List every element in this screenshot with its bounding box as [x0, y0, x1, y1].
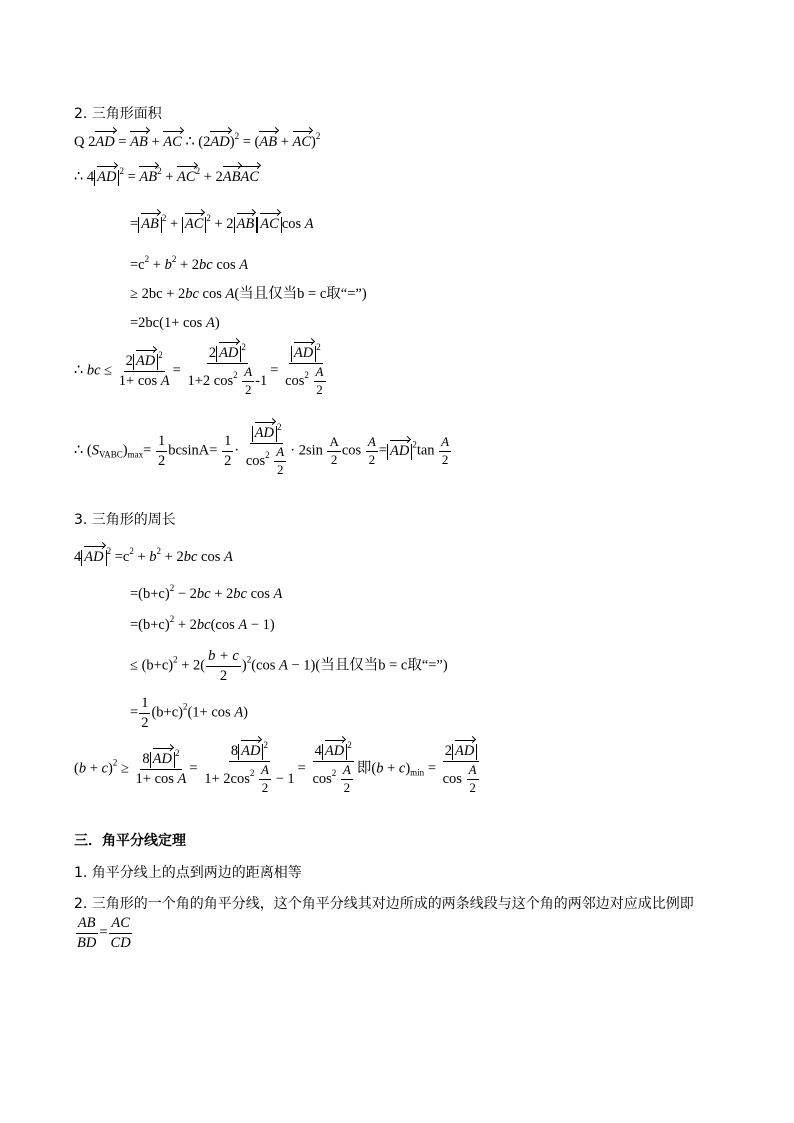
- formula-square-expansion: ∴ 4 AD $^2 = AB^2 + AC^2$ + 2ABAC: [74, 166, 260, 185]
- formula-inequality: ≥ 2bc + 2bc cos A(当且仅当b = c取“=”): [130, 286, 367, 302]
- bisector-item-1: 1. 角平分线上的点到两边的距离相等: [74, 865, 302, 881]
- formula-bisector-ratio: $\frac{AB}{BD}$ = $\frac{AC}{CD}$: [77, 915, 131, 951]
- formula-modulus-form: = AB $^2$ + AC $^2$ + 2 AB AC cos A: [130, 213, 314, 232]
- formula-perimeter-4: ≤ $(b+c)^2 + 2$( $\frac{b + c}{2}$ )$^2$(cos A − 1)(当且仅当b = c取“=”): [130, 648, 448, 684]
- formula-perimeter-min: $(b + c)^2$ ≥ $\frac{8 AD ^2}{\text{1+ cos A}}$ = 8 AD $^2$ $1+ 2\cos^2$ $\frac{A}{2}$ − 1 = 4 AD $^2$ $\cos^2$ $\frac{A}{2}$ 即$(b + c)_{min}$ = 2 AD cos $\frac{A}{2}$: [74, 743, 483, 796]
- equality-condition-note: (当且仅当b = c取“=”): [234, 286, 367, 302]
- perimeter-heading: 3. 三角形的周长: [74, 512, 176, 528]
- bisector-heading: 三．角平分线定理: [74, 833, 186, 849]
- bisector-item-2: 2. 三角形的一个角的角平分线，这个角平分线其对边所成的两条线段与这个角的两邻边对应成比例即: [74, 896, 694, 912]
- formula-perimeter-3: $=(b+c)^2 + 2bc(\cos$ A − 1): [130, 614, 275, 633]
- formula-perimeter-5: = $\frac{1}{2}$ $(b+c)^2(1+ \cos A)$: [130, 695, 249, 731]
- formula-bc-bound: ∴ bc ≤ $\frac{2 AD ^2}{\text{1+ cos A}}$ = 2 AD $^2$ 1+2 $\cos^2$ $\frac{A}{2}$ -1 = AD $^2$ $\cos^2$ $\frac{A}{2}$: [74, 342, 324, 397]
- formula-perimeter-1: 4 AD $^2 =c^2 + b^2 + 2bc$ cos A: [74, 546, 233, 565]
- that-is-label: 即: [356, 760, 372, 777]
- formula-vector-sum: Q 2AD = AB + AC ∴ $(2AD)^2 = (AB + AC)^2$: [74, 131, 321, 150]
- formula-perimeter-2: $=(b+c)^2 - 2bc + 2bc$ cos A: [130, 583, 283, 602]
- equality-condition-note-2: (当且仅当b = c取“=”): [315, 657, 448, 674]
- area-heading: 2. 三角形面积: [74, 106, 162, 122]
- formula-factored: =2bc(1+ cos A): [130, 315, 220, 331]
- formula-area-max: ∴ $(S_{VABC})_{max}=$ $\frac{1}{2}$ bcsinA= $\frac{1}{2}$ · AD $^2$ $\cos^2$ $\frac{A}{2}$ · 2sin $\frac{A}{2}$ cos $\frac{A}{2}$ = AD $^2$tan $\frac{A}{2}$: [74, 422, 450, 477]
- formula-law-of-cosines: $=c^2 + b^2 + 2bc$ cos A: [130, 254, 249, 273]
